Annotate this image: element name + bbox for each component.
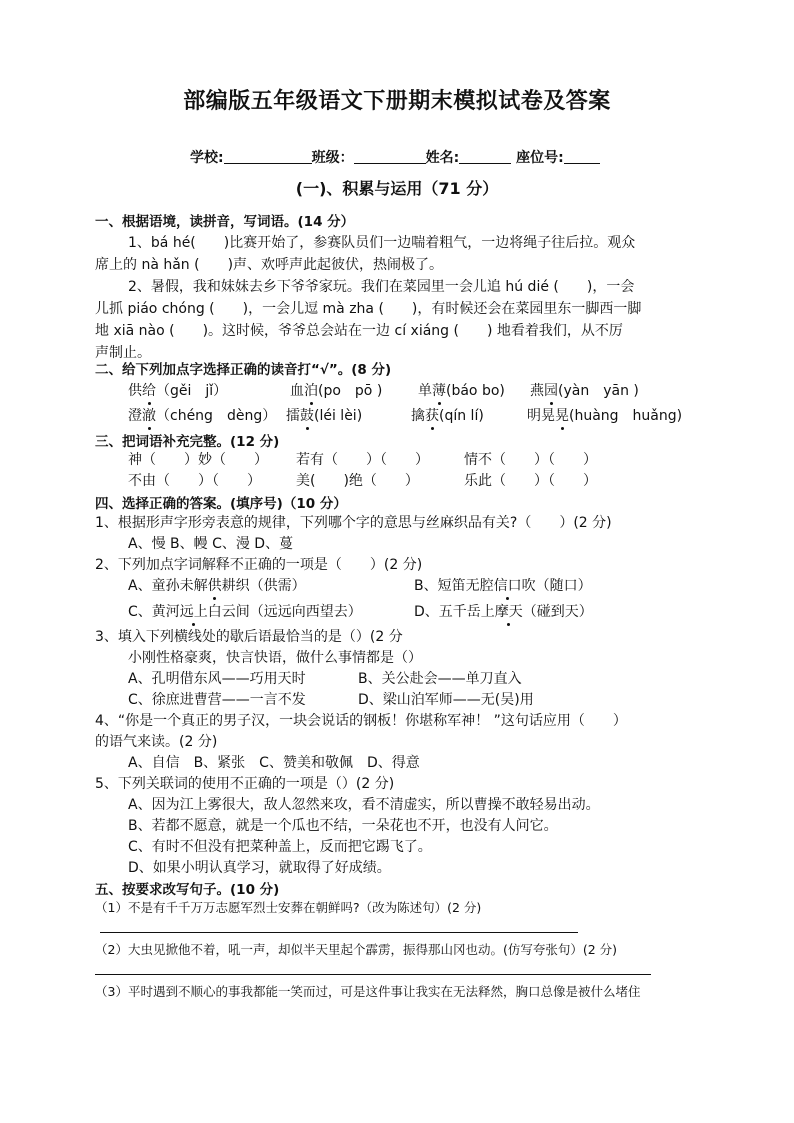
school-label: 学校: (190, 150, 224, 166)
choice-question: 5、下列关联词的使用不正确的一项是（）(2 分) (95, 776, 395, 792)
idiom-blank: 情不（ ）（ ） (464, 452, 597, 468)
seat-label: 座位号: (516, 150, 564, 166)
choice-option: B、短笛无腔信口吹（随口） (414, 575, 592, 595)
pinyin-item: 明晃晃(huàng huǎng) (527, 405, 682, 425)
choice-question: 1、根据形声字形旁表意的规律，下列哪个字的意思与丝麻织品有关?（ ）(2 分) (95, 515, 612, 531)
choice-option: D、五千岳上摩天（碰到天） (414, 601, 593, 621)
question-1-line: 席上的 nà hǎn ( )声、欢呼声此起彼伏，热闹极了。 (95, 257, 444, 273)
choice-question: 的语气来读。(2 分) (95, 734, 218, 750)
rewrite-prompt: （1）不是有千千万万志愿军烈士安葬在朝鲜吗?（改为陈述句）(2 分) (95, 900, 482, 915)
choice-options: A、自信 B、紧张 C、赞美和敬佩 D、得意 (128, 755, 420, 771)
name-blank[interactable] (459, 149, 511, 164)
section-heading: (一)、积累与运用（71 分） (295, 179, 499, 198)
question-3-heading: 三、把词语补充完整。(12 分) (95, 434, 280, 450)
choice-option: B、关公赴会——单刀直入 (358, 671, 522, 687)
pinyin-item: 澄澈（chéng dèng） (128, 405, 276, 425)
question-5-heading: 五、按要求改写句子。(10 分) (95, 882, 280, 898)
choice-option: A、孔明借东风——巧用天时 (128, 671, 306, 687)
answer-line[interactable] (95, 974, 651, 975)
pinyin-item: 供给（gěi jǐ） (128, 380, 227, 400)
pinyin-item: 擂鼓(léi lèi) (286, 405, 362, 425)
rewrite-prompt: （3）平时遇到不顺心的事我都能一笑而过，可是这件事让我实在无法释然，胸口总像是被什么堵住 (95, 984, 641, 999)
question-1-line: 2、暑假，我和妹妹去乡下爷爷家玩。我们在菜园里一会儿追 hú dié ( )，一会 (128, 279, 635, 295)
choice-option: C、徐庶进曹营——一言不发 (128, 692, 306, 708)
choice-option: B、若都不愿意，就是一个瓜也不结，一朵花也不开，也没有人问它。 (128, 818, 558, 834)
choice-option: C、有时不但没有把菜种盖上，反而把它踢飞了。 (128, 839, 432, 855)
question-1-line: 儿抓 piáo chóng ( )，一会儿逗 mà zha ( )，有时候还会在菜园里东一脚西一脚 (95, 301, 642, 317)
choice-option: D、如果小明认真学习，就取得了好成绩。 (128, 860, 391, 876)
idiom-blank: 不由（ ）（ ） (128, 473, 261, 489)
choice-options: A、慢 B、幔 C、漫 D、蔓 (128, 536, 294, 552)
choice-question: 3、填入下列横线处的歇后语最恰当的是（）(2 分 (95, 629, 403, 645)
rewrite-prompt: （2）大虫见掀他不着，吼一声，却似半天里起个霹雳，振得那山冈也动。(仿写夸张句）(2 分) (95, 942, 618, 957)
question-1-line: 声制止。 (95, 345, 151, 361)
class-label: 班级： (311, 150, 354, 166)
choice-sentence: 小刚性格豪爽，快言快语，做什么事情都是（） (128, 650, 422, 666)
answer-line[interactable] (100, 932, 578, 933)
pinyin-item: 单薄(báo bo) (418, 380, 505, 400)
seat-blank[interactable] (564, 149, 600, 164)
choice-question: 2、下列加点字词解释不正确的一项是（ ）(2 分) (95, 557, 423, 573)
class-blank[interactable] (354, 149, 426, 164)
choice-option: A、童孙未解供耕织（供需） (128, 575, 306, 595)
idiom-blank: 美( )绝（ ） (296, 473, 419, 489)
page-title: 部编版五年级语文下册期末模拟试卷及答案 (183, 89, 611, 114)
question-1-line: 1、bá hé( )比赛开始了，参赛队员们一边喘着粗气，一边将绳子往后拉。观众 (128, 235, 636, 251)
choice-option: D、梁山泊军师——无(吴)用 (358, 692, 534, 708)
question-1-heading: 一、根据语境，读拼音，写词语。(14 分） (95, 214, 355, 230)
question-2-heading: 二、给下列加点字选择正确的读音打“√”。(8 分) (95, 362, 392, 378)
student-info-row (190, 147, 600, 167)
choice-option: C、黄河远上白云间（远远向西望去） (128, 601, 362, 621)
name-label: 姓名: (425, 150, 460, 166)
choice-question: 4、“你是一个真正的男子汉，一块会说话的钢板！你堪称军神！ ”这句话应用（ ） (95, 713, 627, 729)
idiom-blank: 神（ ）妙（ ） (128, 452, 268, 468)
question-1-line: 地 xiā nào ( )。这时候，爷爷总会站在一边 cí xiáng ( ) 地看着我们，从不厉 (95, 323, 623, 339)
pinyin-item: 燕园(yàn yān ) (530, 380, 639, 400)
school-blank[interactable] (224, 149, 312, 164)
idiom-blank: 若有（ ）（ ） (296, 452, 429, 468)
idiom-blank: 乐此（ ）（ ） (464, 473, 597, 489)
pinyin-item: 血泊(po pō ) (290, 380, 382, 400)
pinyin-item: 擒获(qín lí) (411, 405, 484, 425)
question-4-heading: 四、选择正确的答案。(填序号)（10 分） (95, 496, 347, 512)
choice-option: A、因为江上雾很大，敌人忽然来攻，看不清虚实，所以曹操不敢轻易出动。 (128, 797, 600, 813)
